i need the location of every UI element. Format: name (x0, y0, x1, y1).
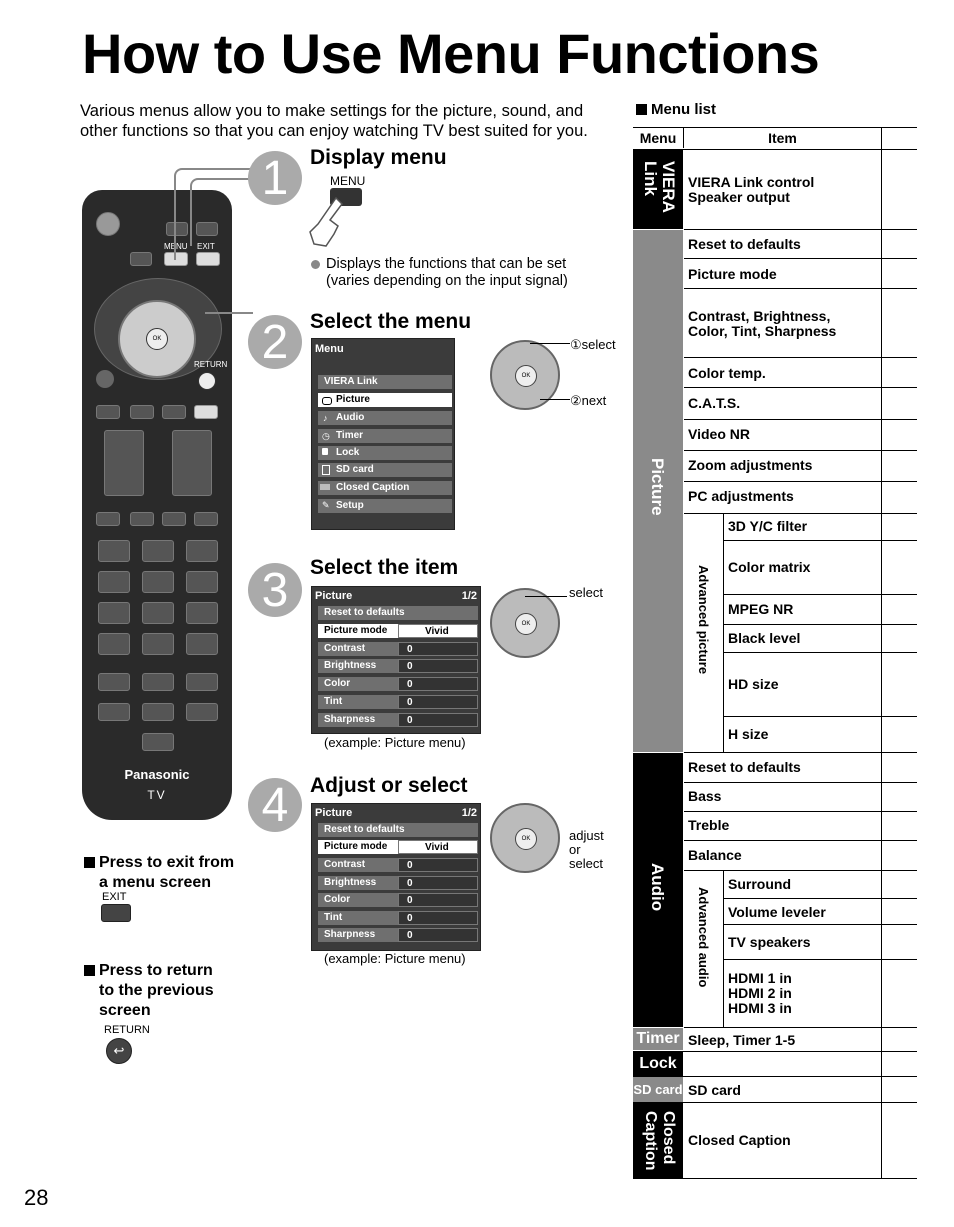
row-divider (724, 624, 917, 625)
return-note-line: Press to return (99, 962, 213, 979)
list-item: Color temp. (688, 365, 766, 381)
remote-button[interactable] (162, 512, 186, 526)
number-button[interactable] (142, 633, 174, 655)
row-divider (684, 229, 917, 230)
brand-logo: Panasonic (124, 767, 190, 782)
row-divider (684, 870, 917, 871)
row-divider (684, 288, 917, 289)
list-item: HDMI 2 in (728, 985, 792, 1001)
return-icon[interactable]: ↩ (106, 1038, 132, 1064)
table-divider (881, 127, 882, 1179)
viera-link-label-line: Link (641, 161, 660, 196)
osd-menu-item-picture[interactable]: Picture (318, 393, 452, 407)
viera-link-label (641, 161, 677, 213)
remote-button[interactable] (96, 512, 120, 526)
list-item: Picture mode (688, 266, 777, 282)
step1-note: Displays the functions that can be set (varies depending on the input signal) (326, 256, 568, 289)
remote-button[interactable] (186, 673, 218, 691)
osd-menu-item-viera-link[interactable]: VIERA Link (318, 375, 452, 389)
step-title: Select the item (310, 556, 459, 579)
return-note (84, 961, 214, 1021)
pointing-hand-icon (308, 196, 348, 250)
adjust-text: adjust (569, 828, 604, 843)
list-item: Reset to defaults (688, 759, 801, 775)
select-text: select (569, 856, 603, 871)
exit-note-line: Press to exit from (99, 854, 235, 871)
osd-value-picture-mode[interactable]: Vivid (398, 840, 478, 854)
select-label: select (569, 585, 603, 600)
osd-picture-menu (311, 803, 481, 951)
row-divider (724, 898, 917, 899)
step-title: Display menu (310, 146, 447, 169)
list-item: H size (728, 726, 769, 742)
menu-band-timer: Timer (633, 1028, 683, 1050)
osd-value-color: 0 (398, 677, 478, 691)
channel-rocker[interactable] (172, 430, 212, 496)
square-bullet-icon (84, 857, 95, 868)
number-button[interactable] (186, 540, 218, 562)
osd-value-brightness: 0 (398, 876, 478, 890)
ok-button[interactable]: OK (515, 828, 537, 850)
list-item: Surround (728, 876, 791, 892)
list-item: Speaker output (688, 189, 790, 205)
list-item: Sleep, Timer 1-5 (688, 1032, 796, 1048)
osd-menu-item-closed-caption[interactable]: Closed Caption (318, 481, 452, 495)
list-item: Color matrix (728, 559, 811, 575)
osd-page: 1/2 (461, 590, 477, 602)
osd-row-brightness[interactable]: Brightness (318, 659, 402, 673)
setup-icon: ✎ (322, 500, 330, 510)
row-divider (633, 1178, 917, 1179)
osd-value-contrast: 0 (398, 642, 478, 656)
list-item: VIERA Link control (688, 174, 815, 190)
row-divider (684, 782, 917, 783)
advanced-audio-label: Advanced audio (696, 887, 711, 988)
sd-card-icon (322, 465, 330, 475)
remote-button[interactable] (142, 703, 174, 721)
page-number: 28 (24, 1185, 49, 1210)
remote-button[interactable] (186, 703, 218, 721)
osd-row-reset[interactable]: Reset to defaults (318, 606, 478, 620)
menu-list-table (633, 127, 917, 1179)
intro-text: Various menus allow you to make settings for the picture, sound, and other functions so that you can enjoy watching TV best suited for you. (80, 102, 588, 140)
row-divider (684, 752, 917, 753)
osd-value-contrast: 0 (398, 858, 478, 872)
list-item: Balance (688, 847, 742, 863)
row-divider (724, 716, 917, 717)
osd-row-contrast[interactable]: Contrast (318, 642, 402, 656)
osd-value-tint: 0 (398, 911, 478, 925)
step-title: Select the menu (310, 310, 472, 333)
square-bullet-icon (636, 104, 647, 115)
osd-main-menu (311, 338, 455, 530)
volume-rocker[interactable] (104, 430, 144, 496)
menu-list-title-text: Menu list (651, 101, 717, 118)
next-label: ②next (570, 393, 607, 408)
menu-band-closed-caption (633, 1103, 683, 1179)
list-item: SD card (688, 1082, 741, 1098)
return-label: RETURN (194, 360, 228, 369)
remote-button[interactable] (98, 703, 130, 721)
osd-row-color[interactable]: Color (318, 893, 402, 907)
osd-header: Picture (315, 590, 353, 602)
list-item: Bass (688, 788, 722, 804)
sub-divider (723, 870, 724, 1027)
osd-row-picture-mode[interactable]: Picture mode (318, 624, 402, 638)
connector-line (190, 178, 254, 246)
list-item: MPEG NR (728, 601, 794, 617)
viera-link-label-line: VIERA (659, 161, 678, 213)
number-button[interactable] (98, 571, 130, 593)
list-item: HDMI 3 in (728, 1000, 792, 1016)
list-item: 3D Y/C filter (728, 518, 808, 534)
example-caption: (example: Picture menu) (324, 735, 466, 750)
menu-band-sd-card: SD card (633, 1077, 683, 1102)
adjust-label (569, 829, 604, 871)
advanced-picture-label: Advanced picture (696, 565, 711, 675)
or-text: or (569, 842, 581, 857)
osd-page: 1/2 (461, 807, 477, 819)
row-divider (684, 840, 917, 841)
square-bullet-icon (84, 965, 95, 976)
osd-row-sharpness[interactable]: Sharpness (318, 928, 402, 942)
closed-caption-label-line: Caption (642, 1111, 659, 1171)
remote-button[interactable] (142, 733, 174, 751)
list-item: Contrast, Brightness, (688, 308, 831, 324)
connector-line (205, 312, 253, 342)
list-item: TV speakers (728, 934, 811, 950)
osd-row-color[interactable]: Color (318, 677, 402, 691)
osd-value-color: 0 (398, 893, 478, 907)
list-item: Video NR (688, 426, 750, 442)
list-item: Black level (728, 630, 801, 646)
picture-label: Picture (648, 458, 667, 516)
callout-line (525, 596, 567, 597)
model-label: TV (147, 788, 167, 802)
osd-value-picture-mode[interactable]: Vivid (398, 624, 478, 638)
callout-line (540, 399, 570, 400)
number-button[interactable] (186, 602, 218, 624)
list-item: PC adjustments (688, 488, 794, 504)
row-divider (684, 258, 917, 259)
number-button[interactable] (142, 602, 174, 624)
remote-button[interactable] (130, 512, 154, 526)
color-button[interactable] (194, 405, 218, 419)
col-item-header: Item (768, 130, 797, 146)
list-item: Color, Tint, Sharpness (688, 323, 837, 339)
step-number: 2 (248, 315, 302, 369)
row-divider (724, 924, 917, 925)
row-divider (684, 450, 917, 451)
row-divider (684, 357, 917, 358)
dpad[interactable] (490, 588, 560, 658)
osd-value-brightness: 0 (398, 659, 478, 673)
picture-icon (322, 397, 332, 405)
example-caption: (example: Picture menu) (324, 951, 466, 966)
menu-button-label: MENU (330, 174, 366, 188)
menu-list-title (636, 101, 716, 118)
dpad[interactable] (118, 300, 196, 378)
exit-note (84, 853, 234, 893)
number-button[interactable] (98, 633, 130, 655)
callout-line (530, 343, 570, 344)
osd-row-reset[interactable]: Reset to defaults (318, 823, 478, 837)
list-item: HDMI 1 in (728, 970, 792, 986)
osd-menu-item-audio[interactable]: Audio (318, 411, 452, 425)
osd-menu-item-lock[interactable]: Lock (318, 446, 452, 460)
exit-button[interactable] (101, 904, 131, 922)
step-number: 4 (248, 778, 302, 832)
row-divider (684, 811, 917, 812)
row-divider (684, 513, 917, 514)
exit-label: EXIT (197, 242, 215, 251)
return-note-line: screen (99, 1002, 151, 1019)
color-button[interactable] (162, 405, 186, 419)
remote-control (82, 190, 232, 820)
osd-row-picture-mode[interactable]: Picture mode (318, 840, 402, 854)
osd-row-sharpness[interactable]: Sharpness (318, 713, 402, 727)
osd-header: Menu (315, 343, 344, 355)
select-label: ①select (570, 337, 616, 352)
row-divider (724, 540, 917, 541)
osd-value-sharpness: 0 (398, 928, 478, 942)
closed-caption-label-line: Closed (660, 1111, 677, 1165)
list-item: Reset to defaults (688, 236, 801, 252)
bullet-icon (311, 260, 320, 269)
osd-row-tint[interactable]: Tint (318, 911, 402, 925)
list-item: Treble (688, 817, 730, 833)
number-button[interactable] (98, 602, 130, 624)
ok-button[interactable]: OK (515, 365, 537, 387)
step-number: 3 (248, 563, 302, 617)
row-divider (684, 387, 917, 388)
audio-icon: ♪ (323, 413, 328, 423)
osd-row-contrast[interactable]: Contrast (318, 858, 402, 872)
number-button[interactable] (142, 571, 174, 593)
row-divider (684, 481, 917, 482)
number-button[interactable] (186, 571, 218, 593)
dpad[interactable] (490, 803, 560, 873)
list-item: HD size (728, 676, 779, 692)
remote-button[interactable] (96, 370, 114, 388)
col-menu-header: Menu (633, 127, 684, 148)
list-item: Zoom adjustments (688, 457, 813, 473)
power-button[interactable] (96, 212, 120, 236)
row-divider (724, 652, 917, 653)
closed-caption-label (641, 1111, 677, 1171)
row-divider (684, 419, 917, 420)
exit-note-line: a menu screen (99, 874, 212, 891)
lock-icon (322, 448, 328, 455)
page-title: How to Use Menu Functions (82, 22, 820, 85)
list-item: C.A.T.S. (688, 395, 741, 411)
remote-button[interactable] (130, 252, 152, 266)
number-button[interactable] (98, 540, 130, 562)
osd-value-tint: 0 (398, 695, 478, 709)
remote-button[interactable] (142, 673, 174, 691)
remote-button[interactable] (194, 512, 218, 526)
return-note-line: to the previous (99, 982, 214, 999)
list-item: Closed Caption (688, 1132, 791, 1148)
color-button[interactable] (130, 405, 154, 419)
audio-label: Audio (648, 863, 667, 912)
ok-button[interactable]: OK (146, 328, 168, 350)
step-title: Adjust or select (310, 774, 468, 797)
menu-band-picture (633, 230, 683, 752)
osd-menu-item-timer[interactable]: Timer (318, 429, 452, 443)
color-button[interactable] (96, 405, 120, 419)
closed-caption-icon (320, 484, 330, 490)
osd-header: Picture (315, 807, 353, 819)
step-number: 1 (248, 151, 302, 205)
ok-button[interactable]: OK (515, 613, 537, 635)
list-item: Volume leveler (728, 904, 826, 920)
osd-row-tint[interactable]: Tint (318, 695, 402, 709)
remote-button[interactable] (98, 673, 130, 691)
row-divider (724, 594, 917, 595)
exit-button-label: EXIT (102, 891, 127, 903)
osd-menu-item-sd-card[interactable]: SD card (318, 463, 452, 477)
osd-menu-item-setup[interactable]: Setup (318, 499, 452, 513)
menu-band-viera-link (633, 149, 683, 229)
return-button[interactable] (198, 372, 216, 390)
osd-value-sharpness: 0 (398, 713, 478, 727)
osd-picture-menu (311, 586, 481, 734)
row-divider (724, 959, 917, 960)
timer-icon: ◷ (322, 431, 330, 441)
osd-row-brightness[interactable]: Brightness (318, 876, 402, 890)
return-button-label: RETURN (104, 1024, 150, 1036)
number-button[interactable] (142, 540, 174, 562)
row-divider (684, 1027, 917, 1028)
menu-label: MENU (164, 242, 188, 251)
menu-band-audio (633, 753, 683, 1027)
number-button[interactable] (186, 633, 218, 655)
menu-band-lock: Lock (633, 1052, 683, 1076)
